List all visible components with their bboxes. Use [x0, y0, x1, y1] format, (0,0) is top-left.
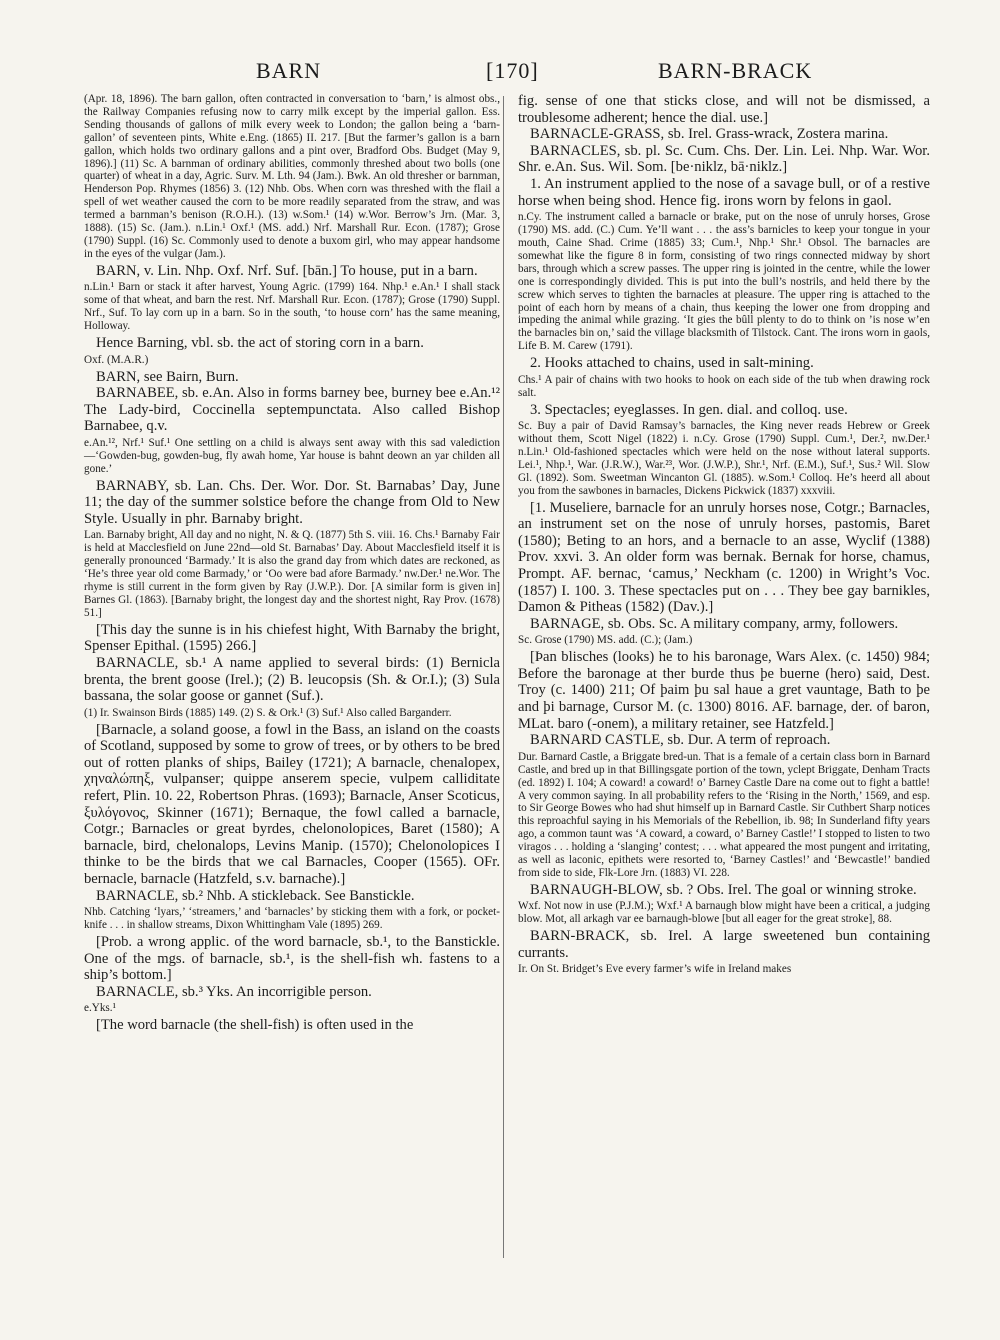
citation-paragraph: Sc. Grose (1790) MS. add. (C.); (Jam.): [518, 634, 693, 647]
entry-paragraph: BARNABEE, sb. e.An. Also in forms barney bee, burney bee e.An.¹² The Lady-bird, Coccinella septempunctata. Also called Bishop Barnabee, q.v.: [84, 385, 500, 435]
entry-paragraph: 2. Hooks attached to chains, used in salt-mining.: [530, 355, 814, 372]
entry-paragraph: BARNACLE, sb.³ Yks. An incorrigible person.: [96, 983, 372, 1000]
entry-paragraph: [This day the sunne is in his chiefest hight, With Barnaby the bright, Spenser Epithal. (1595) 266.]: [84, 621, 500, 655]
entry-paragraph: 1. An instrument applied to the nose of a savage bull, or of a restive horse when being shod. Hence fig. irons worn by felons in gaol.: [518, 175, 930, 209]
entry-paragraph: BARNACLES, sb. pl. Sc. Cum. Chs. Der. Lin. Lei. Nhp. War. Wor. Shr. e.An. Sus. Wil. Som. [be·niklz, bā·niklz.]: [518, 142, 930, 176]
citation-paragraph: Chs.¹ A pair of chains with two hooks to hook on each side of the tub when drawing rock salt.: [518, 373, 930, 399]
running-head-right: BARN-BRACK: [658, 58, 813, 83]
entry-paragraph: BARNACLE, sb.¹ A name applied to several birds: (1) Bernicla brenta, the brent goose (Irel.); (2) B. leucopsis (Sh. & Or.I.); (3) Sula bassana, the solar goose or gannet (Suf.).: [84, 654, 500, 705]
citation-paragraph: n.Cy. The instrument called a barnacle or brake, put on the nose of unruly horses, Grose (1790) MS. add. (C.) Cum. Ye’ll want . . . the ass’s barnicles to keep your tongue in your mouth, Caine Shad. Crime (1885) 33; Cum.¹, Nhp.¹ Shr.¹ Obsol. The barnacles are somewhat like the figure 8 in form, consisting of two rings connected midway by short bars, through which a screw passes. The upper ring is jointed in the centre, while the lower one is correspondingly divided. This is put into the bull’s nostrils, and held there by the screw which serves to tighten the barnacles at pleasure. The upper ring is attached to the point of each horn by means of a chain, thus keeping the lower one from dropping and impeding the animal while grazing. ‘It gies the bûll plenty to do to think on ’is nose w’en the barnacles bin on,’ said the village blacksmith of Tilstock. Cant. The irons worn in gaols, Life B. M. Carew (1791).: [518, 211, 930, 353]
entry-paragraph: BARNAUGH-BLOW, sb. ? Obs. Irel. The goal or winning stroke.: [530, 881, 917, 898]
right-column: [518, 93, 930, 976]
entry-paragraph: [Prob. a wrong applic. of the word barnacle, sb.¹, to the Banstickle. One of the mgs. of barnacle, sb.¹, is the shell-fish wh. fastens to a ship’s bottom.]: [84, 933, 500, 984]
entry-paragraph: 3. Spectacles; eyeglasses. In gen. dial. and colloq. use.: [530, 401, 848, 418]
citation-paragraph: e.Yks.¹: [84, 1002, 116, 1015]
entry-paragraph: [1. Museliere, barnacle for an unruly horses nose, Cotgr.; Barnacles, an instrument set on the nose of unruly horses, pastomis, Baret (1580); Beting to an hors, and a bernacle to an asse, Wyclif (1388) Prov. xxvi. 3. An older form was bernak. Bernak for horse, chamus, Prompt. AF. bernac, ‘camus,’ Neckham (c. 1200) in Wright’s Voc. (1857) I. 100. 3. These spectacles put on . . . They bee gay barnikles, Damon & Pitheas (1582) (Dav.).]: [518, 499, 930, 616]
running-head-left: BARN: [256, 58, 322, 83]
citation-paragraph: Nhb. Catching ‘lyars,’ ‘streamers,’ and ‘barnacles’ by sticking them with a fork, or pocket-knife . . . in shallow streams, Dixon Whittingham Vale (1895) 269.: [84, 906, 500, 932]
citation-paragraph: e.An.¹², Nrf.¹ Suf.¹ One settling on a child is always sent away with this sad valediction—‘Gowden-bug, gowden-bug, fly awah home, Yar house is bahnt deown an yar childen all gone.’: [84, 436, 500, 475]
entry-paragraph: BARN-BRACK, sb. Irel. A large sweetened bun containing currants.: [518, 928, 930, 961]
entry-paragraph: fig. sense of one that sticks close, and will not be dismissed, a troublesome adherent; hence the dial. use.]: [518, 93, 930, 126]
citation-paragraph: Dur. Barnard Castle, a Briggate bred-un. That is a female of a certain class born in Barnard Castle, and bred up in that Billingsgate portion of the town, yclept Briggate, Denham Tracts (ed. 1892) I. 104; A coward! a coward! o’ Barney Castle Dare na come out to fight a battle! A very common saying. In all probability refers to the ‘Rising in the North,’ 1569, and esp. to Sir George Bowes who had shut himself up in Barnard Castle. Sir Cuthbert Sharp notices this reproachful saying in his Memorials of the Rebellion, ib. 98; In Sunderland fifty years ago, a common taunt was ‘A coward, a coward, o’ Barney Castle!’ I stopped to listen to two viragos . . . holding a ‘slanging’ contest; . . . what appeared the most pungent and irritating, as well as laconic, epithets were resorted to, ‘Barney Castles!’ and ‘Bewcastle!’ bandied from side to side, Flk-Lore Jrn. (1883) VI. 228.: [518, 750, 930, 879]
citation-paragraph: Wxf. Not now in use (P.J.M.); Wxf.¹ A barnaugh blow might have been a critical, a judging blow. Mot, all arkagh var ee barnaugh-blowe [but all eager for the great stroke], 88.: [518, 900, 930, 926]
entry-paragraph: [The word barnacle (the shell-fish) is often used in the: [96, 1017, 414, 1034]
page-number: [170]: [486, 58, 539, 83]
citation-paragraph: Ir. On St. Bridget’s Eve every farmer’s wife in Ireland makes: [518, 963, 792, 976]
citation-paragraph: (1) Ir. Swainson Birds (1885) 149. (2) S. & Ork.¹ (3) Suf.¹ Also called Barganderr.: [84, 706, 452, 719]
entry-paragraph: BARN, see Bairn, Burn.: [96, 368, 239, 385]
entry-paragraph: BARNACLE-GRASS, sb. Irel. Grass-wrack, Zostera marina.: [530, 126, 889, 143]
entry-paragraph: BARNARD CASTLE, sb. Dur. A term of reproach.: [530, 732, 831, 749]
citation-paragraph: Lan. Barnaby bright, All day and no night, N. & Q. (1877) 5th S. viii. 16. Chs.¹ Barnaby Fair is held at Macclesfield on June 22nd—old St. Barnabas’ Day. About Macclesfield itself it is generally pronounced ‘Barmady.’ It is also the grand day from which dates are reckoned, as ‘He’s three year old come Barmady,’ or ‘Oo were bad afore Barmady.’ nw.Der.¹ ne.Wor. The rhyme is still current in the form given by Ray (J.W.P.). Dor. [A similar form is given in] Barnes Gl. (1863). [Barnaby bright, the longest day and the shortest night, Ray Prov. (1678) 51.]: [84, 529, 500, 619]
entry-paragraph: BARN, v. Lin. Nhp. Oxf. Nrf. Suf. [bān.] To house, put in a barn.: [96, 262, 478, 279]
citation-paragraph: Oxf. (M.A.R.): [84, 353, 149, 366]
entry-paragraph: BARNAGE, sb. Obs. Sc. A military company, army, followers.: [530, 615, 899, 632]
entry-paragraph: [Þan blisches (looks) he to his baronage, Wars Alex. (c. 1450) 984; Before the baronage at ther burde thus þe buerne (hero) said, Dest. Troy (c. 1400) 211; Of þaim þu sal haue a gret vauntage, Bath to þe and þi barnage, Cursor M. (c. 1300) 8016. AF. barnage, der. of baron, MLat. baro (-onem), a military retainer, see Hatzfeld.]: [518, 649, 930, 732]
column-divider: [503, 96, 504, 1258]
entry-paragraph: BARNACLE, sb.² Nhb. A stickleback. See Banstickle.: [96, 887, 415, 904]
entry-paragraph: [Barnacle, a soland goose, a fowl in the Bass, an island on the coasts of Scotland, supposed by some to grow of trees, or by others to be bred out of rotten planks of ships, Bailey (1721); A barnacle, chenalopex, χηναλώπηξ, vulpanser; quippe anserem specie, vulpem calliditate refert, Plin. 10. 22, Robertson Phras. (1693); Barnacle, Anser Scoticus, ξυλόγονος, Skinner (1671); Bernaque, the fowl called a barnacle, Cotgr.; Barnacles or great byrdes, chelonolopices, Baret (1580); A barnacle, bird, chelonalops, Levins Manip. (1570); Chelonolopices I thinke to be the birds that we cal Barnacles, Cooper (1565). OFr. bernacle, barnacle (Hatzfeld, s.v. barnache).]: [84, 721, 500, 887]
entry-paragraph: BARNABY, sb. Lan. Chs. Der. Wor. Dor. St. Barnabas’ Day, June 11; the day of the summer solstice before the change from Old to New Style. Usually in phr. Barnaby bright.: [84, 477, 500, 527]
citation-paragraph: (Apr. 18, 1896). The barn gallon, often contracted in conversation to ‘barn,’ is almost obs., the Railway Companies refusing now to carry milk except by the imperial gallon. Ess. Sending thousands of gallons of milk every week to London; the gallon being a ‘barn-gallon’ of seventeen pints, White e.Eng. (1865) II. 217. [But the farmer’s gallon is a barn gallon, which holds two ordinary gallons and a pint over, Bradford Obs. Budget (May 9, 1896).] (11) Sc. A barnman of ordinary abilities, commonly threshed about two bolls (one quarter) of wheat in a day, Agric. Surv. M. Lth. 94 (Jam.). Bwk. An old thresher or barnman, Henderson Pop. Rhymes (1856) 3. (12) Nhb. Obs. When corn was threshed with the flail a spell of wet weather caused the corn to be more readily separated from the straw, and was termed a barnman’s benison (R.O.H.). (13) w.Som.¹ (14) w.Wor. Berrow’s Jrn. (Mar. 3, 1888). (15) Sc. (Jam.). n.Lin.¹ Oxf.¹ (MS. add.) Nrf. Marshall Rur. Econ. (1787); Grose (1790) Suppl. (16) Sc. Commonly used to denote a buxom girl, who may appear handsome in the eyes of the vulgar (Jam.).: [84, 93, 500, 260]
citation-paragraph: n.Lin.¹ Barn or stack it after harvest, Young Agric. (1799) 164. Nhp.¹ e.An.¹ I shall stack some of that wheat, and barn the rest. Nrf. Marshall Rur. Econ. (1787); Grose (1790) Suppl. Nrf., Suf. To lay corn up in a barn. So in the south, ‘to house corn’ has the same meaning, Holloway.: [84, 281, 500, 333]
entry-paragraph: Hence Barning, vbl. sb. the act of storing corn in a barn.: [96, 335, 424, 351]
left-column: [84, 93, 500, 1034]
citation-paragraph: Sc. Buy a pair of David Ramsay’s barnacles, the King never reads Hebrew or Greek without them, Scott Nigel (1822) i. n.Cy. Grose (1790) Suppl. Cum.¹, Der.², nw.Der.¹ n.Lin.¹ Old-fashioned spectacles which were held on the nose without lateral supports. Lei.¹, Nhp.¹, War. (J.R.W.), War.²³, Wor. (J.W.P.), Shr.¹, Nrf. (E.M.), Suf.¹, Sus.² Wil. Slow Gl. (1892). Som. Sweetman Wincanton Gl. (1885). w.Som.¹ Colloq. He’s heerd all about you from the sawbones in barnacles, Dickens Pickwick (1837) xxxviii.: [518, 420, 930, 497]
